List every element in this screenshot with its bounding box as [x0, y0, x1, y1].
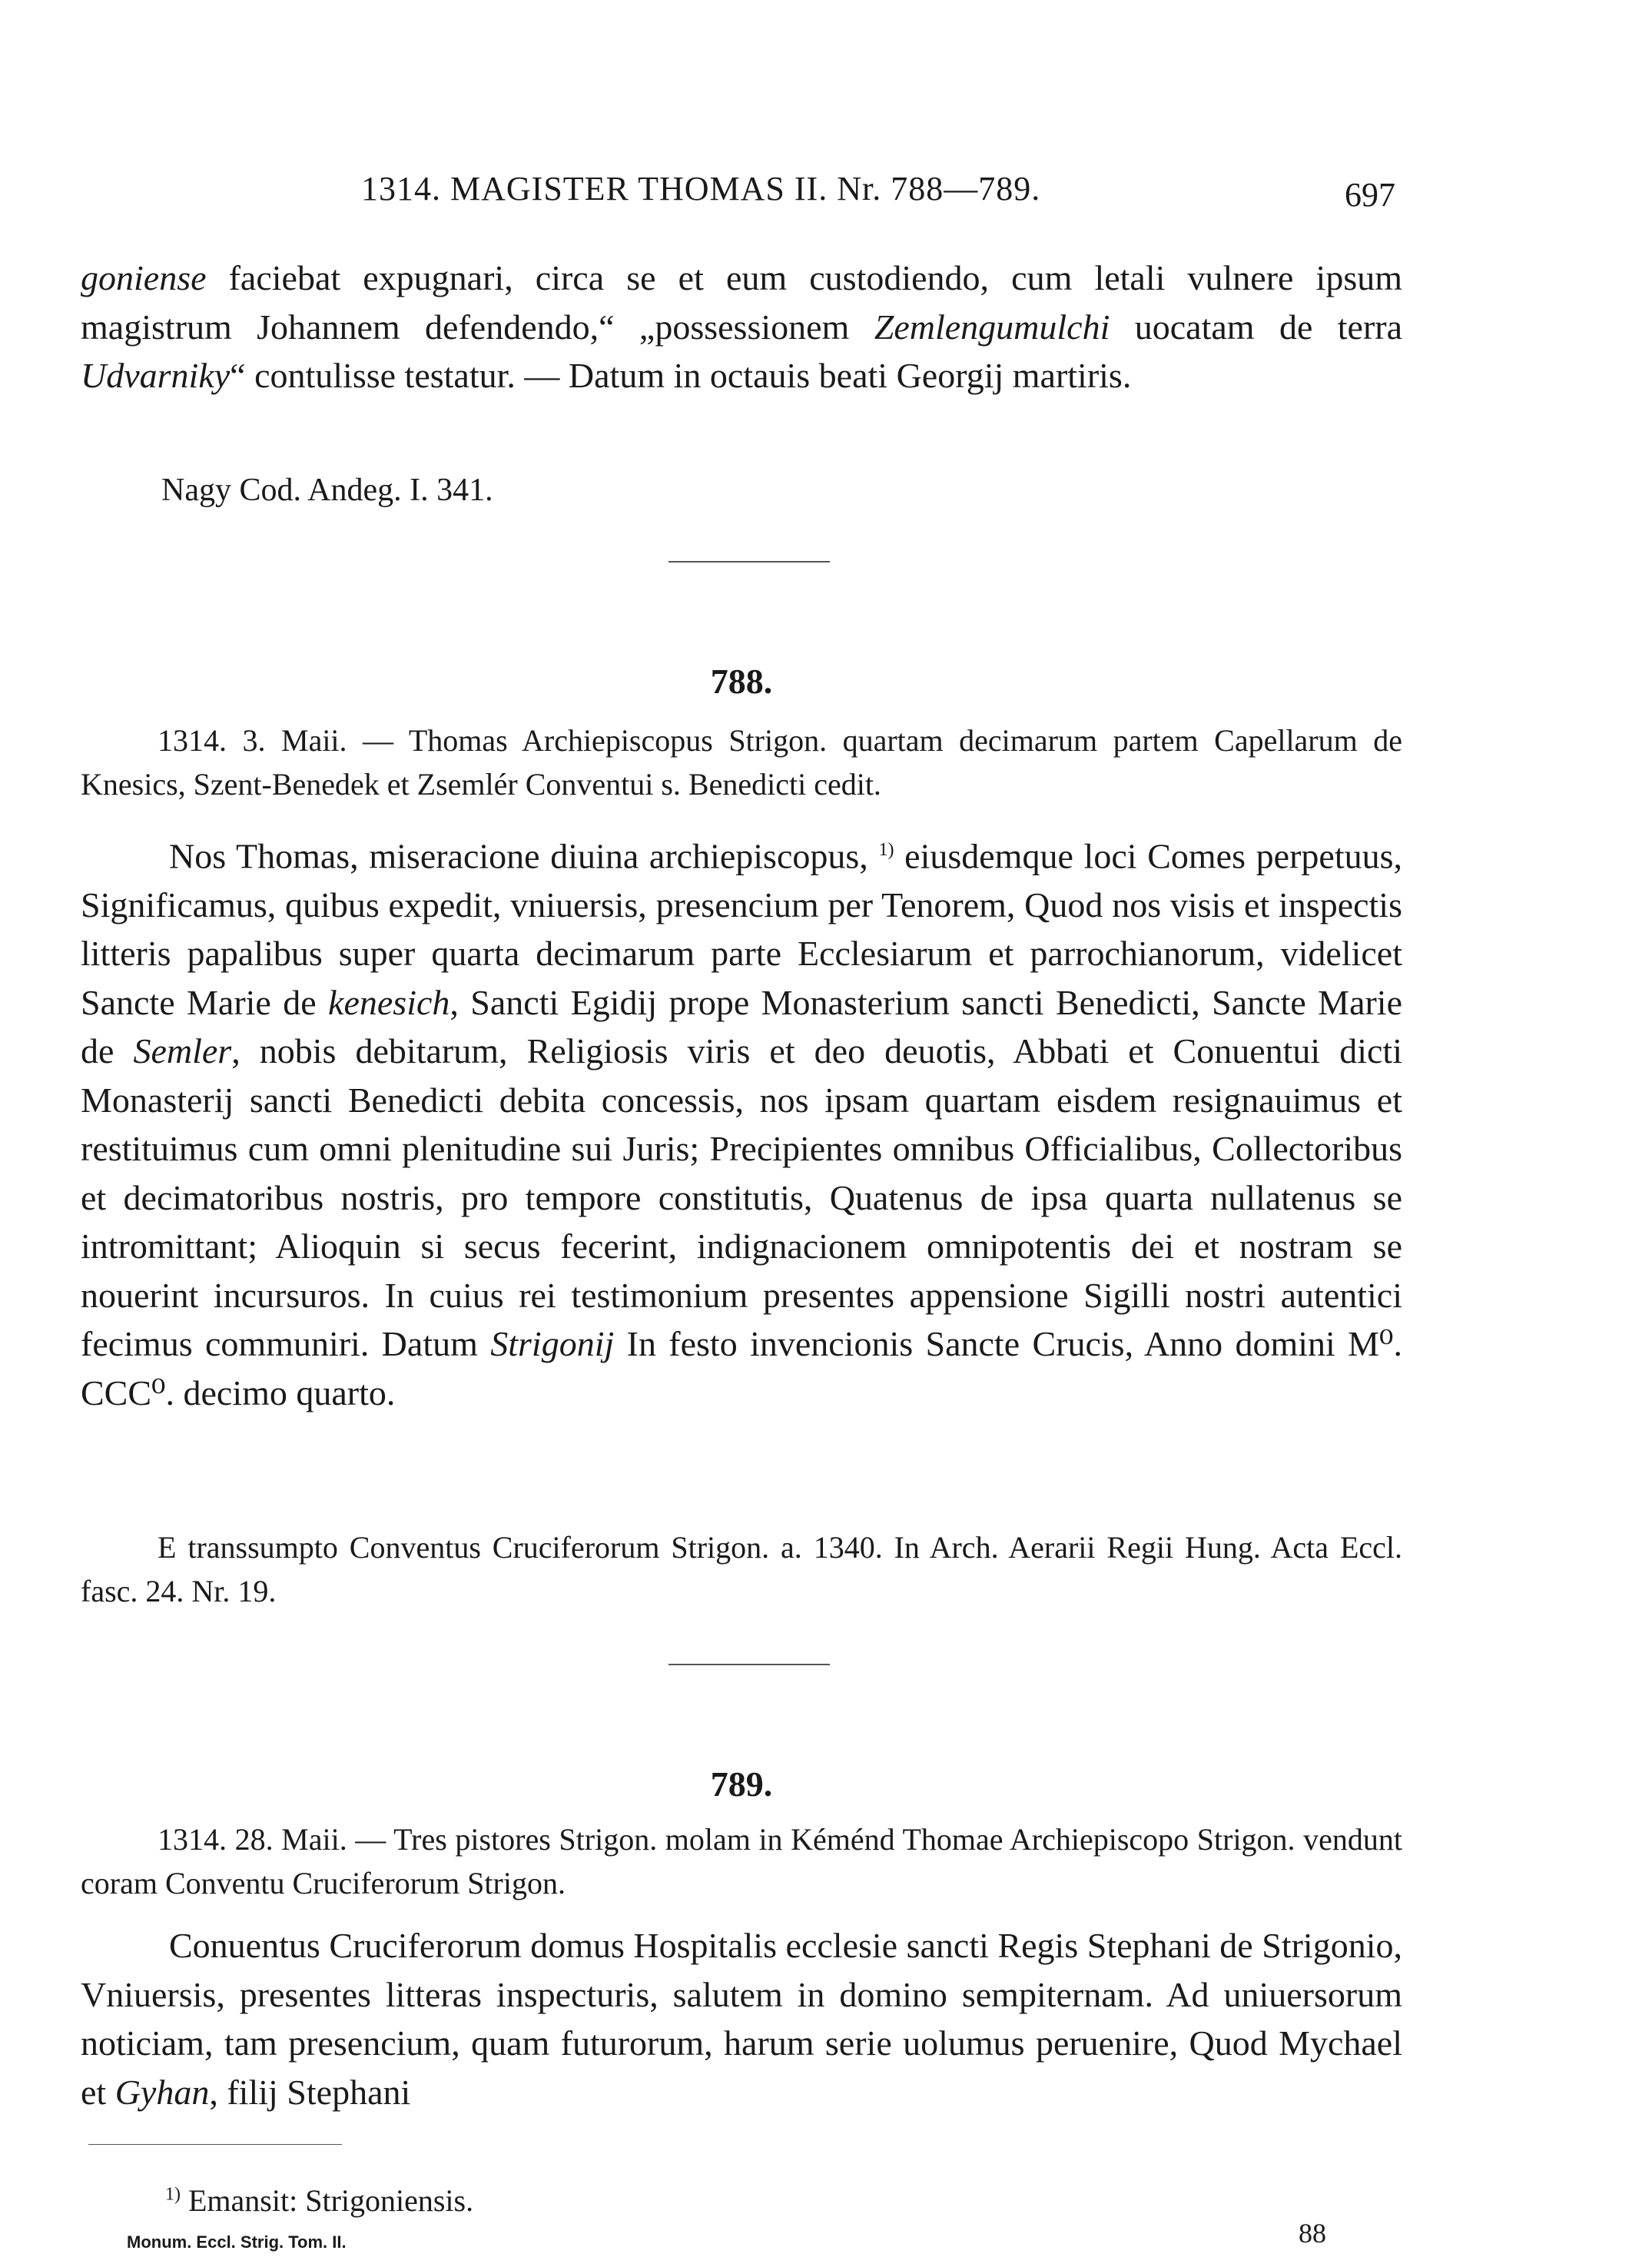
running-head: 1314. MAGISTER THOMAS II. Nr. 788—789.	[361, 170, 1041, 207]
person-name: Gyhan	[114, 2072, 210, 2112]
printer-signature: Monum. Eccl. Strig. Tom. II.	[127, 2232, 347, 2252]
section-divider	[668, 561, 830, 563]
source-788: E transsumpto Conventus Cruciferorum Strigon. a. 1340. In Arch. Aerarii Regii Hung. Acta Eccl. fasc. 24. Nr. 19.	[81, 1530, 1402, 1608]
footnote-reference: 1)	[878, 840, 894, 860]
document-number-789: 789.	[710, 1764, 773, 1804]
document-body-788: Nos Thomas, miseracione diuina archiepiscopus, $^{1)}$ eiusdemque loci Comes perpetuus, Significamus, quibus expedit, vniuersis, presencium per Tenorem, Quod nos visis et inspectis litteris papalibus super quarta decimarum parte Ecclesiarum et parrochianorum, videlicet Sancte Marie de kenesich, Sancti Egidij prope Monasterium sancti Benedicti, Sancte Marie de Semler, nobis debitarum, Religiosis viris et deo deuotis, Abbati et Conuentui dicti Monasterij sancti Benedicti debita concessis, nos ipsam quartam eisdem resignauimus et restituimus cum omni plenitudine sui Juris; Precipientes omnibus Officialibus, Collectoribus et decimatoribus nostris, pro tempore constitutis, Quatenus de ipsa quarta nullatenus se intromittant; Alioquin si secus fecerint, indignacionem omnipotentis dei et nostram se nouerint incursuros. In cuius rei testimonium presentes appensione Sigilli nostri autentici fecimus communiri. Datum Strigonij In festo invencionis Sancte Crucis, Anno domini M⁰. CCC⁰. decimo quarto.	[81, 836, 1403, 1412]
place-name: kenesich	[328, 982, 450, 1022]
document-number-788: 788.	[710, 662, 773, 701]
regest-788: 1314. 3. Maii. — Thomas Archiepiscopus Strigon. quartam decimarum partem Capellarum de Knesics, Szent-Benedek et Zsemlér Conventui s. Benedicti cedit.	[81, 723, 1402, 802]
italic-word: goniense	[81, 258, 207, 297]
footnote: $^{1)}$ Emansit: Strigoniensis.	[165, 2183, 474, 2218]
section-divider	[668, 1664, 830, 1665]
footnote-divider	[88, 2144, 342, 2145]
place-name: Semler	[133, 1031, 232, 1071]
regest-789: 1314. 28. Maii. — Tres pistores Strigon. molam in Kéménd Thomae Archiepiscopo Strigon. vendunt coram Conventu Cruciferorum Strigon.	[81, 1822, 1402, 1900]
page-number: 697	[1345, 176, 1395, 214]
sheet-number: 88	[1299, 2218, 1326, 2249]
previous-document	[81, 254, 1402, 400]
place-name: Strigonij	[490, 1324, 615, 1364]
place-name: Udvarniky	[81, 356, 231, 395]
previous-document-source: Nagy Cod. Andeg. I. 341.	[161, 473, 493, 508]
previous-document-text: goniense faciebat expugnari, circa se et eum custodiendo, cum letali vulnere ipsum magistrum Johannem defendendo,“ „possessionem Zemlengumulchi uocatam de terra Udvarniky“ contulisse testatur. — Datum in octauis beati Georgij martiris.	[81, 258, 1402, 395]
place-name: Zemlengumulchi	[874, 307, 1110, 347]
document-body-789: Conuentus Cruciferorum domus Hospitalis ecclesie sancti Regis Stephani de Strigonio, Vniuersis, presentes litteras inspecturis, salutem in domino sempiternam. Ad uniuersorum noticiam, tam presencium, quam futurorum, harum serie uolumus peruenire, Quod Mychael et Gyhan, filij Stephani	[81, 1926, 1402, 2112]
